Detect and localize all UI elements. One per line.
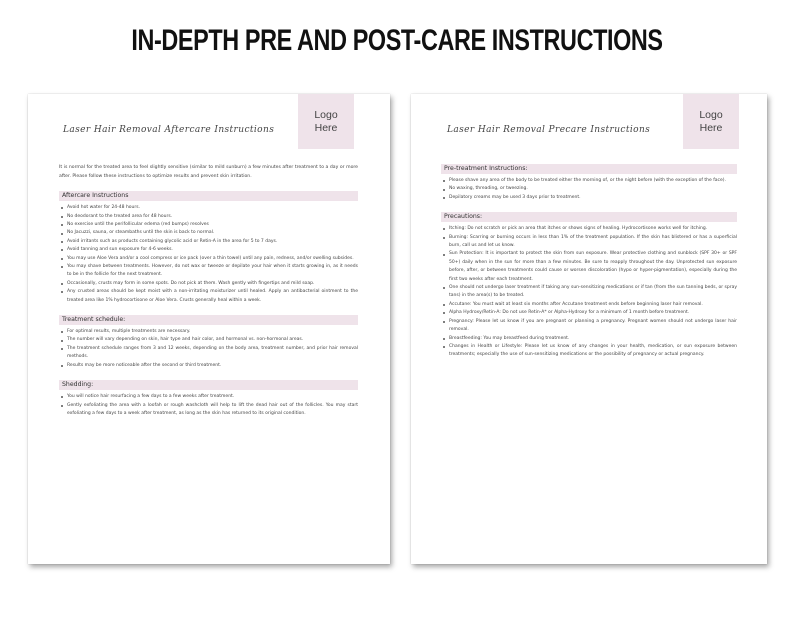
section-shedding [59,380,358,418]
document-body [441,164,737,370]
section-header: Shedding: [59,380,358,390]
bullet-list [441,225,737,360]
logo-text-line2: Here [699,121,723,134]
bullet-list [59,204,358,305]
list-item: Avoid tanning and sun exposure for 4-6 weeks. [59,246,358,254]
list-item: For optimal results, multiple treatments are necessary. [59,328,358,336]
document-body [59,164,358,428]
list-item: Please shave any area of the body to be treated either the morning of, or the night before (with the exception of the face). [441,177,737,185]
list-item: One should not undergo laser treatment if taking any sun-sensitizing medications or if tan (from the sun tanning beds, or spray tans) in the area(s) to be treated. [441,284,737,301]
list-item: Accutane: You must wait at least six months after Accutane treatment ends before beginning laser hair removal. [441,301,737,309]
list-item: Occasionally, crusts may form in some spots. Do not pick at them. Wash gently with fingertips and mild soap. [59,280,358,288]
list-item: Breastfeeding: You may breastfeed during treatment. [441,335,737,343]
section-header: Aftercare Instructions [59,191,358,201]
section-header: Pre-treatment Instructions: [441,164,737,174]
list-item: No waxing, threading, or tweezing. [441,185,737,193]
list-item: Any crusted areas should be kept moist with a non-irritating moisturizer until healed. Apply an antibacterial ointment to the treated area like 1% hydrocortisone or Aloe Vera. Crusts generally heal within a week. [59,288,358,305]
banner-title: IN-DEPTH PRE AND POST-CARE INSTRUCTIONS [131,24,663,57]
list-item: No deodorant to the treated area for 48 hours. [59,213,358,221]
list-item: No Jacuzzi, sauna, or steambaths until the skin is back to normal. [59,229,358,237]
list-item: Changes in Health or Lifestyle: Please let us know of any changes in your health, medication, or sun exposure between treatments; especially the use of sun-sensitizing medications or the possibility of pregnancy or actual pregnancy. [441,343,737,360]
list-item: Itching: Do not scratch or pick an area that itches or shows signs of healing. Hydrocortisone works well for itching. [441,225,737,233]
list-item: You may shave between treatments. However, do not wax or tweeze or depilate your hair when it starts growing in, as it needs to be in the follicle for the next treatment. [59,263,358,280]
list-item: No exercise until the perifollicular edema (red bumps) resolves [59,221,358,229]
section-pre-treatment [441,164,737,202]
section-precautions [441,212,737,360]
intro-paragraph: It is normal for the treated area to feel slightly sensitive (similar to mild sunburn) a few minutes after treatment to a day or more after. Please follow these instructions to optimize results and prevent skin irritation. [59,165,358,179]
bullet-list [441,177,737,202]
list-item: Avoid hot water for 24-48 hours. [59,204,358,212]
section-treatment-schedule [59,315,358,370]
list-item: You will notice hair resurfacing a few days to a few weeks after treatment. [59,393,358,401]
section-header: Treatment schedule: [59,315,358,325]
logo-text-line1: Logo [699,108,723,121]
logo-placeholder [298,94,354,149]
list-item: The number will vary depending on skin, hair type and hair color, and hormonal vs. non-hormonal areas. [59,336,358,344]
list-item: You may use Aloe Vera and/or a cool compress or ice pack (over a thin towel) until any pain, redness, and/or swelling subsides. [59,255,358,263]
list-item: Alpha Hydroxy/Retin-A: Do not use Retin-A* or Alpha-Hydroxy for a minimum of 1 month before treatment. [441,309,737,317]
section-aftercare [59,191,358,305]
logo-text-line2: Here [314,121,338,134]
document-title: Laser Hair Removal Aftercare Instructions [63,125,275,135]
logo-text-line1: Logo [314,108,338,121]
list-item: Sun Protection: It is important to protect the skin from sun exposure. Wear protective clothing and sunblock (SPF 30+ or SPF 50+) daily when in the sun for more than a few minutes. Be sure to reapply throughout the day. Unprotected sun exposure before, after, or between treatments could cause or worsen discoloration (hypo or hyper-pigmentation), especially during the first two weeks after each treatment. [441,250,737,284]
list-item: Results may be more noticeable after the second or third treatment. [59,362,358,370]
bullet-list [59,328,358,370]
precare-page [411,94,767,564]
bullet-list [59,393,358,418]
document-title: Laser Hair Removal Precare Instructions [447,125,651,135]
list-item: Depilatory creams may be used 3 days prior to treatment. [441,194,737,202]
aftercare-page [28,94,390,564]
list-item: Pregnancy: Please let us know if you are pregnant or planning a pregnancy. Pregnant women should not undergo laser hair removal. [441,318,737,335]
list-item: The treatment schedule ranges from 3 and 12 weeks, depending on the body area, treatment number, and prior hair removal methods. [59,345,358,362]
logo-placeholder [683,94,739,149]
section-header: Precautions: [441,212,737,222]
list-item: Burning: Scarring or burning occurs in less than 1% of the treatment population. If the skin has blistered or has a superficial burn, call us and let us know. [441,234,737,251]
list-item: Avoid irritants such as products containing glycolic acid or Retin-A in the area for 5 to 7 days. [59,238,358,246]
list-item: Gently exfoliating the area with a loofah or rough washcloth will help to lift the dead hair out of the follicles. You may start exfoliating a few days to a week after treatment, as long as the skin has returned to its original condition. [59,402,358,419]
